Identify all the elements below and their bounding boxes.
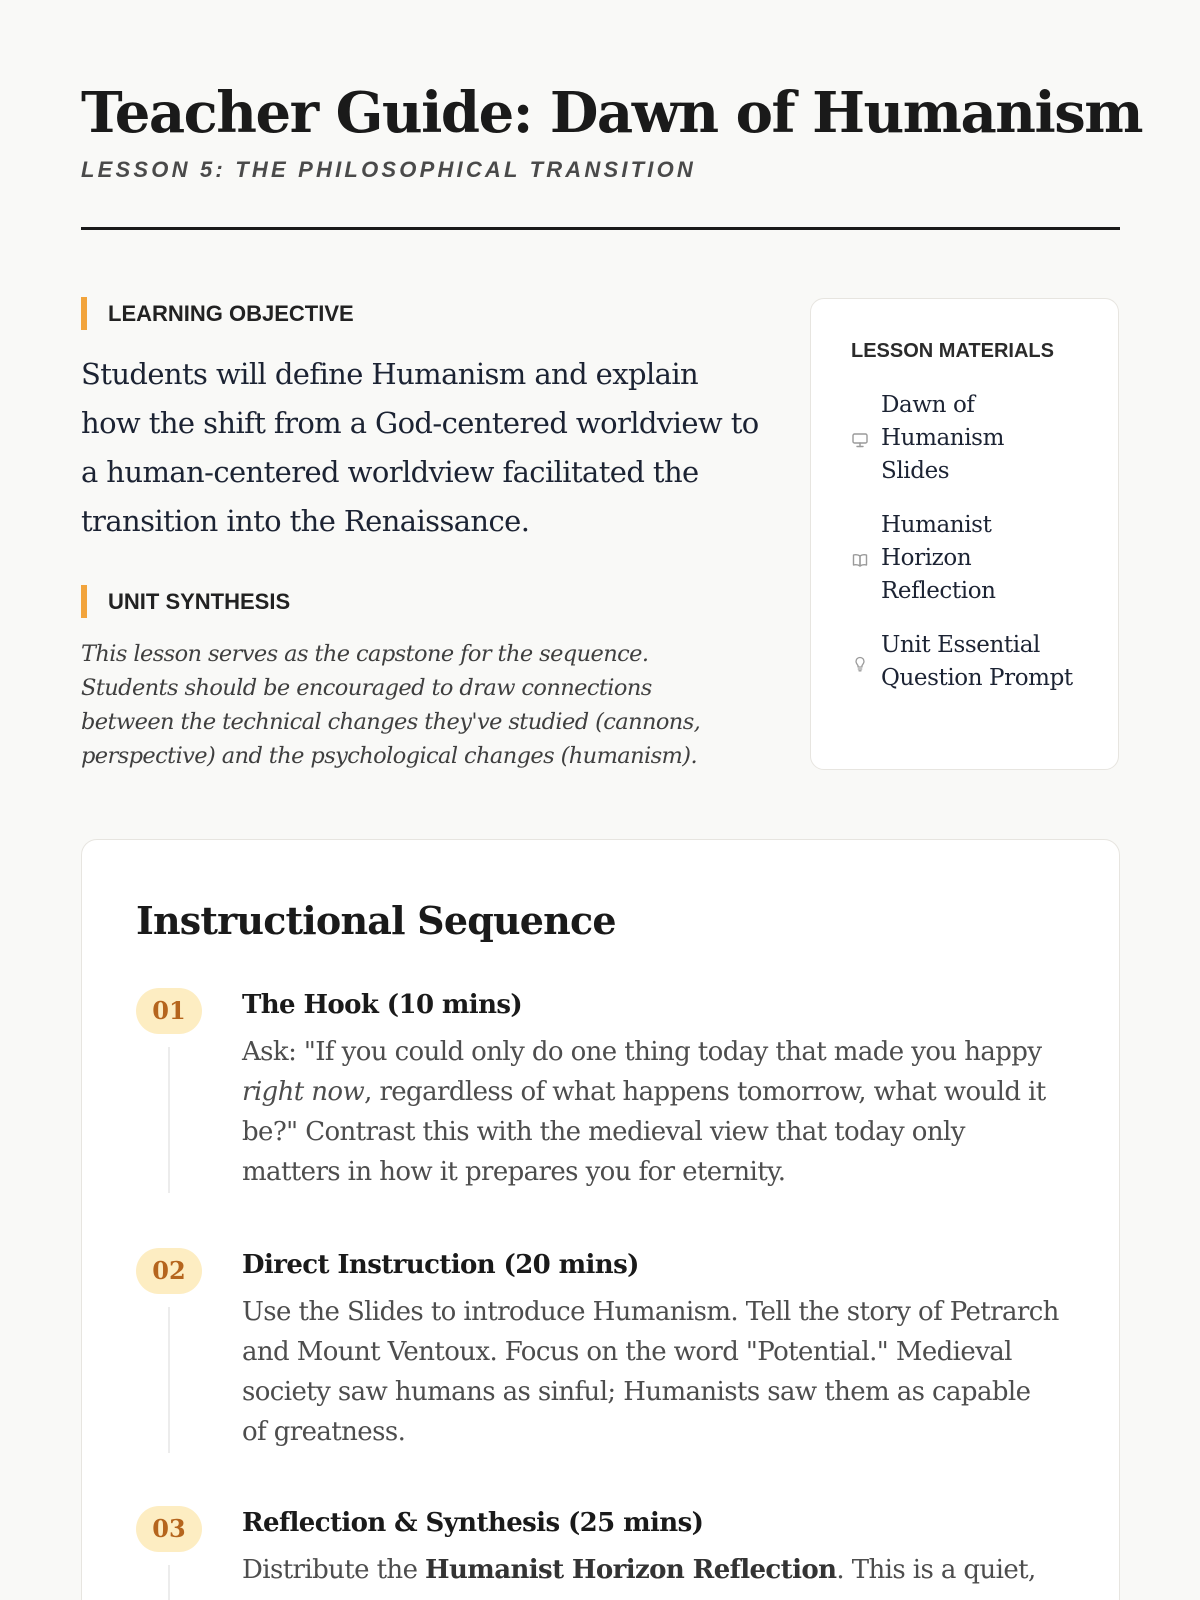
lesson-subtitle: LESSON 5: THE PHILOSOPHICAL TRANSITION xyxy=(81,157,697,182)
material-item-label: Dawn of Humanism Slides xyxy=(881,392,1004,484)
page-title: Teacher Guide: Dawn of Humanism xyxy=(81,80,1143,146)
step-description: Distribute the Humanist Horizon Reflection. This is a quiet, xyxy=(242,1555,1036,1585)
presentation-icon xyxy=(851,431,869,449)
step-number-badge: 01 xyxy=(136,988,202,1034)
step-description: Ask: "If you could only do one thing today that made you happy right now, regardless of what happens tomorrow, what would it be?" Contrast this with the medieval view that today only matters in how it prepares you for eternity. xyxy=(242,1037,1046,1187)
lightbulb-icon xyxy=(851,655,869,673)
instructional-sequence-card xyxy=(81,839,1120,1600)
material-item-slides[interactable] xyxy=(851,389,1091,489)
header-divider xyxy=(81,227,1120,230)
step-title: The Hook (10 mins) xyxy=(242,990,523,1020)
lesson-materials-heading: LESSON MATERIALS xyxy=(851,340,1054,362)
unit-synthesis-text: This lesson serves as the capstone for the sequence. Students should be encouraged to draw connections between the technical changes they've studied (cannons, perspective) and the psychological changes (humanism). xyxy=(81,641,701,769)
lesson-materials-panel xyxy=(810,298,1119,770)
material-item-label: Unit Essential Question Prompt xyxy=(881,632,1073,691)
step-connector-line xyxy=(168,1307,170,1453)
step-number-badge: 03 xyxy=(136,1506,202,1552)
unit-synthesis-heading: UNIT SYNTHESIS xyxy=(81,585,290,618)
material-item-essential-question[interactable] xyxy=(851,629,1091,699)
learning-objective-heading: LEARNING OBJECTIVE xyxy=(81,297,354,330)
step-connector-line xyxy=(168,1047,170,1193)
book-icon xyxy=(851,551,869,569)
step-title: Reflection & Synthesis (25 mins) xyxy=(242,1508,704,1538)
material-item-label: Humanist Horizon Reflection xyxy=(881,512,996,604)
step-title: Direct Instruction (20 mins) xyxy=(242,1250,639,1280)
learning-objective-text: Students will define Humanism and explain how the shift from a God-centered worldview to a human-centered worldview facilitated the transition into the Renaissance. xyxy=(81,357,759,538)
step-connector-line xyxy=(168,1565,170,1600)
material-item-reflection[interactable] xyxy=(851,509,1091,609)
instructional-sequence-title: Instructional Sequence xyxy=(136,898,616,943)
step-number-badge: 02 xyxy=(136,1248,202,1294)
step-description: Use the Slides to introduce Humanism. Tell the story of Petrarch and Mount Ventoux. Focus on the word "Potential." Medieval society saw humans as sinful; Humanists saw them as capable of greatness. xyxy=(242,1297,1059,1447)
